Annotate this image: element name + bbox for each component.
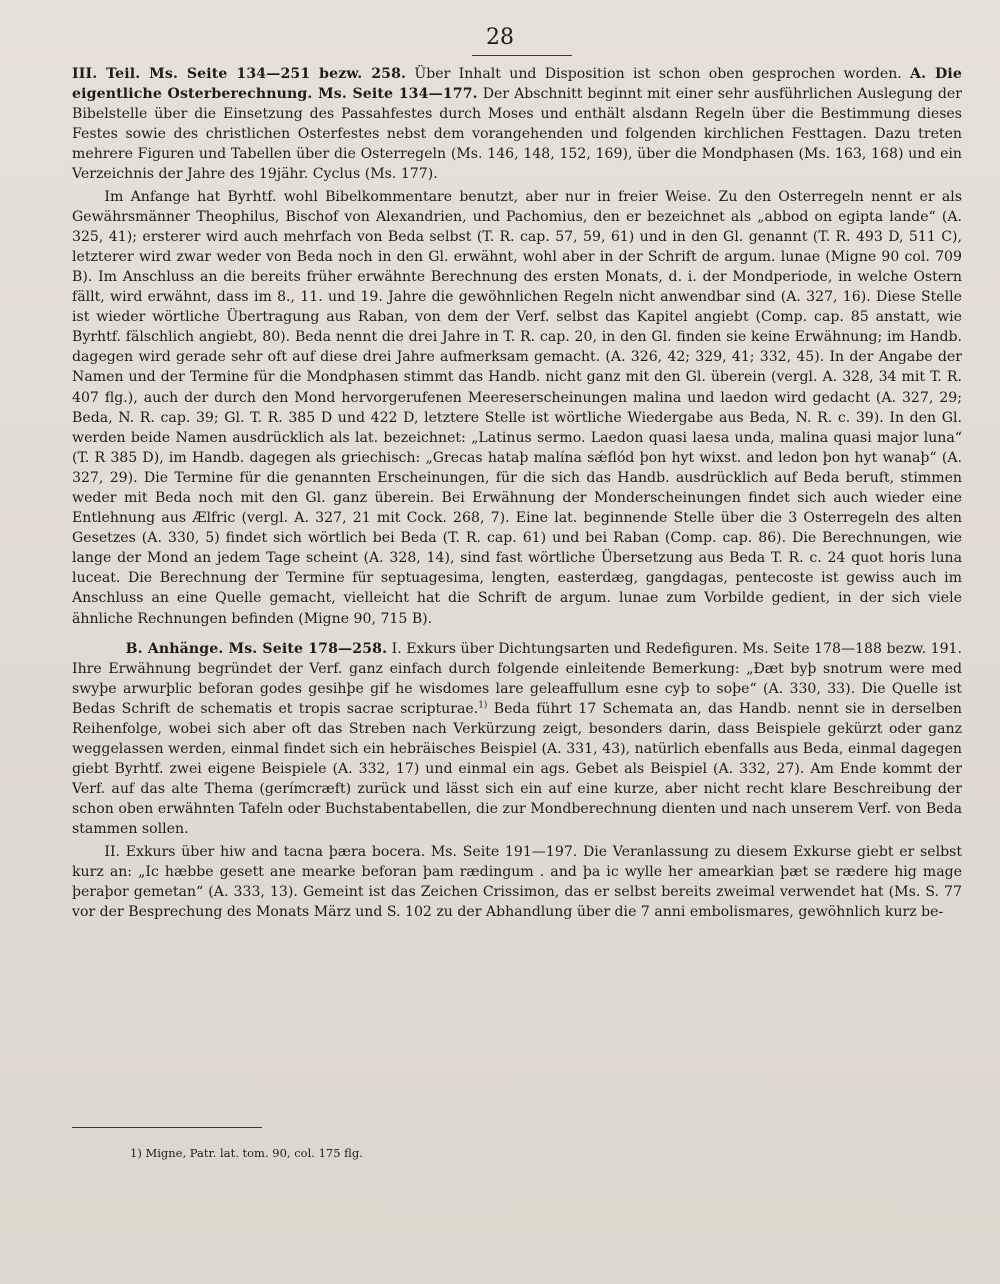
paragraph-anfange: Im Anfange hat Byrhtf. wohl Bibelkommentare benutzt, aber nur in freier Weise. Zu den Osterregeln nennt er als Gewährsmänner Theophilus, Bischof von Alexandrien, und Pachomius, den er bezeichnet als „abbod on egipta lande“ (A. 325, 41); ersterer wird auch mehrfach von Beda selbst (T. R. cap. 57, 59, 61) und in den Gl. genannt (T. R. 493 D, 511 C), letzterer wird zwar weder von Beda noch in den Gl. erwähnt, wohl aber in der Schrift de argum. lunae (Migne 90 col. 709 B). Im Anschluss an die bereits früher erwähnte Berechnung des ersten Monats, d. i. der Mondperiode, in welche Ostern fällt, wird erwähnt, dass im 8., 11. und 19. Jahre die gewöhnlichen Regeln nicht anwendbar sind (A. 327, 16). Diese Stelle ist wieder wörtliche Übertragung aus Raban, von dem der Verf. selbst das Kapitel angiebt (Comp. cap. 85 anstatt, wie Byrhtf. fälschlich angiebt, 80). Beda nennt die drei Jahre in T. R. cap. 20, in den Gl. finden sie keine Erwähnung; im Handb. dagegen wird gerade sehr oft auf diese drei Jahre aufmerksam gemacht. (A. 326, 42; 329, 41; 332, 45). In der Angabe der Namen und der Termine für die Mondphasen stimmt das Handb. nicht ganz mit den Gl. überein (vergl. A. 328, 34 mit T. R. 407 flg.), auch der durch den Mond hervorgerufenen Meereserscheinungen malina und laedon wird gedacht (A. 327, 29; Beda, N. R. cap. 39; Gl. T. R. 385 D und 422 D, letztere Stelle ist wörtliche Wiedergabe aus Beda, N. R. c. 39). In den Gl. werden beide Namen ausdrücklich als lat. bezeichnet: „Latinus sermo. Laedon quasi laesa unda, malina quasi major luna“ (T. R 385 D), im Handb. dagegen als griechisch: „Grecas hataþ malína sǽflód þon hyt wixst. and ledon þon hyt wanaþ“ (A. 327, 29). Die Termine für die genannten Erscheinungen, für die sich das Handb. ausdrücklich auf Beda beruft, stimmen weder mit Beda noch mit den Gl. ganz überein. Bei Erwähnung der Monderscheinungen findet sich auch wieder eine Entlehnung aus Ælfric (vergl. A. 327, 21 mit Cock. 268, 7). Eine lat. beginnende Stelle über die 3 Osterregeln des alten Gesetzes (A. 330, 5) findet sich wörtlich bei Beda (T. R. cap. 61) und bei Raban (Comp. cap. 86). Die Berechnungen, wie lange der Mond an jedem Tage scheint (A. 328, 14), sind fast wörtliche Übersetzung aus Beda T. R. c. 24 quot horis luna luceat. Die Berechnung der Termine für septuagesima, lengten, easterdæg, gangdagas, pentecoste ist gewiss auch im Anschluss an eine Quelle gemacht, vielleicht hat die Schrift de argum. lunae zum Vorbilde gedient, in der sich viele ähnliche Rechnungen befinden (Migne 90, 715 B). [72,188,962,627]
page-number: 28 [486,25,514,50]
subsection-heading-osterberechnung: A. Die eigentliche Osterberechnung. Ms. Seite 134—177. [72,66,962,103]
paragraph-text: Der Abschnitt beginnt mit einer sehr ausführlichen Auslegung der Bibelstelle über die Einsetzung des Passahfestes durch Moses und enthält alsdann Regeln über die Bestimmung dieses Festes sowie des christlichen Osterfestes nebst dem vorangehenden und folgenden kirchlichen Festtagen. Dazu treten mehrere Figuren und Tabellen über die Osterregeln (Ms. 146, 148, 152, 169), über die Mondphasen (Ms. 163, 168) und ein Verzeichnis der Jahre des 19jähr. Cyclus (Ms. 177). [72,86,962,183]
footnote-reference: 1) [478,700,488,711]
section-heading-anhaenge: B. Anhänge. Ms. Seite 178—258. [125,640,388,657]
footnote-rule [72,1127,262,1128]
body-text [72,64,962,924]
paragraph-text: I. Exkurs über Dichtungsarten und Redefiguren. Ms. Seite 178—188 bezw. 191. Ihre Erwähnung begründet der Verf. ganz einfach durch folgende einleitende Bemerkung: „Ðæt byþ snotrum were med swyþe arwurþlic beforan godes gesihþe gif he wisdomes lare geleaffullum esne cyþ to soþe“ (A. 330, 33). Die Quelle ist Bedas Schrift de schematis et tropis sacrae scripturae. [72,640,963,717]
page-number-rule [472,55,572,56]
footnote: 1) Migne, Patr. lat. tom. 90, col. 175 flg. [130,1146,363,1160]
paragraph-text: Über Inhalt und Disposition ist schon oben gesprochen worden. [406,66,911,82]
paragraph-exkurs-2: II. Exkurs über hiw and tacna þæra bocera. Ms. Seite 191—197. Die Veranlassung zu diesem Exkurse giebt er selbst kurz an: „Ic hæbbe gesett ane mearke beforan þam rædingum . and þa ic wylle her amearkian þæt se rædere hig mage þeraþor gemetan“ (A. 333, 13). Gemeint ist das Zeichen Crissimon, das er selbst bereits zweimal verwendet hat (Ms. S. 77 vor der Besprechung des Monats März und S. 102 zu der Abhandlung über die 7 anni embolismares, gewöhnlich kurz be- [72,843,962,920]
paragraph-teil-3 [72,64,962,185]
paragraph-text: Beda führt 17 Schemata an, das Handb. nennt sie in derselben Reihenfolge, wobei sich aber oft das Streben nach Verkürzung zeigt, besonders darin, dass Beispiele gekürzt oder ganz weggelassen werden, einmal findet sich ein hebräisches Beispiel (A. 331, 43), natürlich ebenfalls aus Beda, einmal dagegen giebt Byrhtf. zwei eigene Beispiele (A. 332, 17) und einmal ein ags. Gebet als Beispiel (A. 332, 27). Am Ende kommt der Verf. auf das alte Thema (gerímcræft) zurück und lässt sich ein auf eine kurze, aber nicht recht klare Beschreibung der schon oben erwähnten Tafeln oder Buchstabentabellen, die zur Mondberechnung dienten und nach unserem Verf. von Beda stammen sollen. [72,700,963,838]
section-heading-teil-3: III. Teil. Ms. Seite 134—251 bezw. 258. [72,66,407,82]
paragraph-anhaenge [72,639,962,840]
